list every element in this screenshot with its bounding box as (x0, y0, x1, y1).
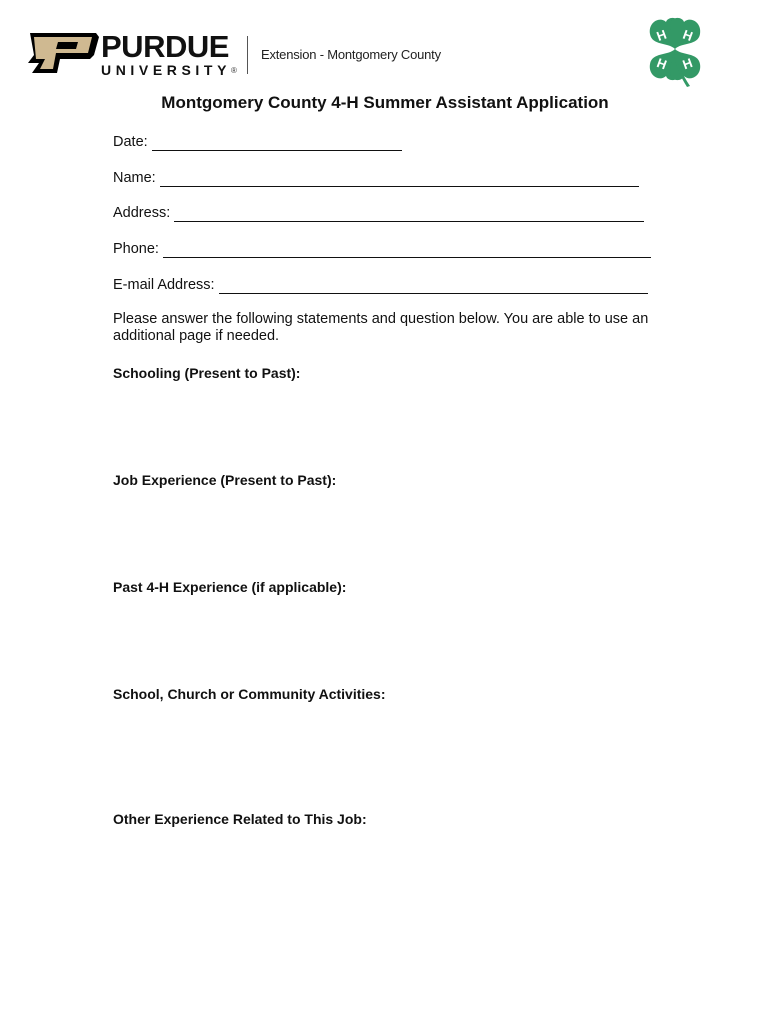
svg-text:H: H (654, 55, 669, 73)
logo-divider (247, 36, 248, 74)
wordmark-subtitle: UNIVERSITY (101, 62, 232, 78)
date-field-row (113, 131, 402, 151)
section-activities: School, Church or Community Activities: (113, 686, 386, 702)
email-label: E-mail Address: (113, 277, 215, 293)
section-other-experience: Other Experience Related to This Job: (113, 811, 367, 827)
section-past-4h-experience: Past 4-H Experience (if applicable): (113, 579, 347, 595)
name-label: Name: (113, 170, 156, 186)
section-job-experience: Job Experience (Present to Past): (113, 472, 337, 488)
name-input[interactable] (160, 171, 639, 186)
date-input[interactable] (152, 135, 402, 150)
svg-text:H: H (680, 26, 695, 45)
phone-input[interactable] (163, 242, 651, 257)
4h-clover-icon (638, 12, 712, 88)
page-title: Montgomery County 4-H Summer Assistant Application (161, 93, 609, 112)
phone-line (163, 242, 651, 258)
phone-field-row (113, 238, 651, 258)
purdue-wordmark (101, 31, 231, 78)
address-field-row (113, 202, 644, 222)
svg-text:H: H (654, 26, 669, 44)
purdue-p-logo-icon (20, 33, 100, 77)
date-label: Date: (113, 134, 148, 150)
svg-text:H: H (680, 54, 695, 73)
email-input[interactable] (219, 278, 648, 293)
name-line (160, 171, 639, 187)
section-schooling: Schooling (Present to Past): (113, 365, 301, 381)
email-line (219, 278, 648, 294)
wordmark-title: PURDUE (101, 29, 229, 64)
address-label: Address: (113, 205, 171, 221)
extension-county-label: Extension - Montgomery County (261, 47, 441, 62)
instructions-text: Please answer the following statements and question below. You are able to use an additional page if needed. (113, 311, 649, 344)
address-line (174, 206, 644, 222)
name-field-row (113, 167, 639, 187)
phone-label: Phone: (113, 241, 159, 257)
email-field-row (113, 274, 648, 294)
address-input[interactable] (174, 206, 644, 221)
registered-mark: ® (231, 66, 237, 75)
page-header (0, 0, 770, 95)
date-line (152, 135, 402, 151)
